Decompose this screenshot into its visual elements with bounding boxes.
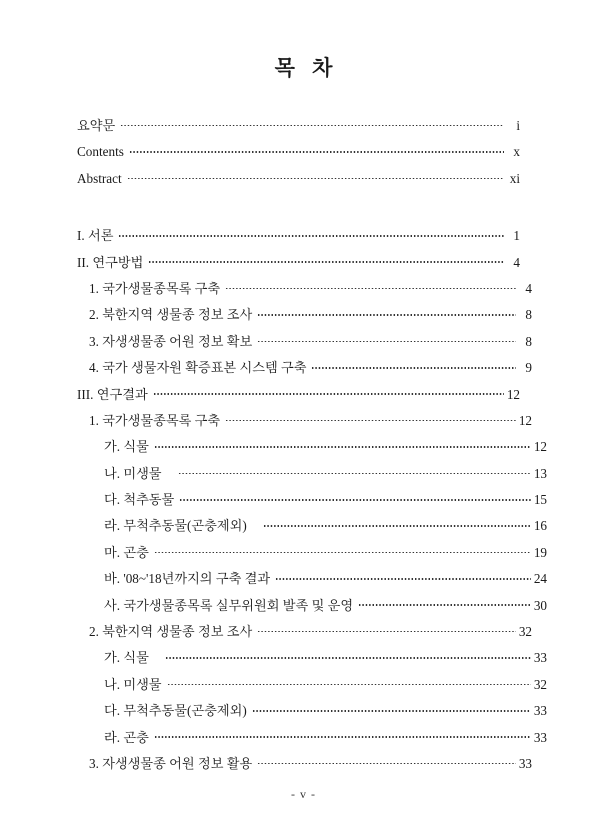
toc-entry[interactable] <box>77 461 547 487</box>
toc-entry-label: 다. 척추동물 <box>104 492 175 508</box>
toc-leader-dots <box>225 280 516 293</box>
toc-entry-label: 바. '08~'18년까지의 구축 결과 <box>104 571 271 587</box>
toc-leader-dots <box>154 438 531 451</box>
toc-entry-label: 3. 자생생물종 어원 정보 활용 <box>89 755 253 771</box>
toc-entry-label: 라. 곤충 <box>104 729 149 745</box>
contents-group <box>77 223 547 777</box>
toc-entry-page-number: 4 <box>513 254 520 270</box>
toc-leader-dots <box>179 491 531 504</box>
toc-entry[interactable] <box>77 593 547 619</box>
toc-entry-page-number: 33 <box>518 755 532 771</box>
toc-entry-label: III. 연구결과 <box>77 386 148 402</box>
toc-leader-dots <box>252 702 531 715</box>
toc-entry-label: I. 서론 <box>77 228 114 244</box>
toc-entry[interactable] <box>77 302 532 328</box>
toc-leader-dots <box>154 728 531 741</box>
toc-entry-label: 2. 북한지역 생물종 정보 조사 <box>89 307 253 323</box>
toc-entry-label: 4. 국가 생물자원 확증표본 시스템 구축 <box>89 360 307 376</box>
toc-leader-dots <box>178 465 531 478</box>
toc-entry-label: 요약문 <box>77 118 116 133</box>
toc-entry-page-number: 8 <box>525 333 532 349</box>
toc-entry-label: 가. 식물 <box>104 650 149 666</box>
toc-entry-list <box>77 113 547 777</box>
toc-leader-dots <box>129 143 504 156</box>
toc-entry-label: 가. 식물 <box>104 439 149 455</box>
toc-leader-dots <box>225 412 516 425</box>
toc-entry[interactable] <box>77 408 532 434</box>
toc-leader-dots <box>148 253 504 266</box>
toc-entry-label: 라. 무척추동물(곤충제외) <box>104 518 247 534</box>
toc-entry[interactable] <box>77 672 547 698</box>
toc-entry[interactable] <box>77 329 532 355</box>
toc-leader-dots <box>257 306 516 319</box>
toc-entry[interactable] <box>77 250 520 276</box>
toc-entry[interactable] <box>77 645 547 671</box>
toc-entry-page-number: 8 <box>525 307 532 323</box>
toc-entry[interactable] <box>77 725 547 751</box>
toc-entry[interactable] <box>77 619 532 645</box>
toc-leader-dots <box>358 596 531 609</box>
toc-entry-label: 나. 미생물 <box>104 676 162 692</box>
toc-entry[interactable] <box>77 698 547 724</box>
toc-leader-dots <box>257 755 516 768</box>
toc-entry[interactable] <box>77 382 520 408</box>
toc-entry-label: 마. 곤충 <box>104 544 149 560</box>
toc-entry[interactable] <box>77 751 532 777</box>
toc-entry-page-number: 30 <box>533 597 547 613</box>
toc-entry-page-number: 4 <box>525 280 532 296</box>
toc-entry-label: 다. 무척추동물(곤충제외) <box>104 703 247 719</box>
toc-entry[interactable] <box>77 487 547 513</box>
toc-entry[interactable] <box>77 276 532 302</box>
toc-entry-label: 1. 국가생물종목록 구축 <box>89 280 221 296</box>
toc-leader-dots <box>153 385 504 398</box>
toc-entry-page-number: 32 <box>533 676 547 692</box>
toc-entry-page-number: x <box>513 144 520 160</box>
toc-entry-page-number: 12 <box>506 386 520 402</box>
toc-entry-page-number: 12 <box>533 439 547 455</box>
toc-entry-page-number: 24 <box>533 571 547 587</box>
toc-entry-page-number: 13 <box>533 465 547 481</box>
toc-entry[interactable] <box>77 113 520 139</box>
toc-entry-label: II. 연구방법 <box>77 254 144 270</box>
toc-entry-page-number: 33 <box>533 729 547 745</box>
toc-entry-page-number: 33 <box>533 703 547 719</box>
toc-leader-dots <box>257 623 516 636</box>
toc-entry-label: Contents <box>77 144 124 160</box>
toc-entry-label: 3. 자생생물종 어원 정보 확보 <box>89 333 253 349</box>
toc-entry-page-number: 32 <box>518 624 532 640</box>
toc-entry-page-number: 19 <box>533 544 547 560</box>
toc-entry-label: 사. 국가생물종목록 실무위원회 발족 및 운영 <box>104 597 354 613</box>
toc-entry[interactable] <box>77 355 532 381</box>
toc-leader-dots <box>311 359 516 372</box>
toc-entry[interactable] <box>77 513 547 539</box>
toc-entry[interactable] <box>77 434 547 460</box>
toc-entry-page-number: 12 <box>518 412 532 428</box>
toc-leader-dots <box>167 676 531 689</box>
toc-leader-dots <box>120 117 504 130</box>
toc-leader-dots <box>257 333 516 346</box>
toc-leader-dots <box>165 649 531 662</box>
toc-entry-page-number: 9 <box>525 360 532 376</box>
toc-entry[interactable] <box>77 566 547 592</box>
toc-entry-label: 1. 국가생물종목록 구축 <box>89 412 221 428</box>
toc-entry-label: 나. 미생물 <box>104 465 162 481</box>
toc-entry-page-number: 33 <box>533 650 547 666</box>
toc-entry[interactable] <box>77 166 520 192</box>
toc-entry-page-number: 15 <box>533 492 547 508</box>
toc-entry-label: Abstract <box>77 170 122 186</box>
toc-leader-dots <box>127 170 504 183</box>
section-divider-space <box>77 192 520 223</box>
toc-leader-dots <box>275 570 531 583</box>
page-number-footer: - v - <box>291 787 316 801</box>
toc-leader-dots <box>118 227 504 240</box>
toc-entry-page-number: 16 <box>533 518 547 534</box>
toc-entry-page-number: i <box>516 118 520 133</box>
toc-entry-page-number: xi <box>509 170 520 186</box>
toc-leader-dots <box>154 544 531 557</box>
toc-entry[interactable] <box>77 139 520 165</box>
toc-entry-page-number: 1 <box>513 228 520 244</box>
toc-entry-label: 2. 북한지역 생물종 정보 조사 <box>89 624 253 640</box>
toc-entry[interactable] <box>77 223 520 249</box>
front-matter-group <box>77 113 520 192</box>
page-title: 목 차 <box>274 56 339 80</box>
toc-leader-dots <box>263 517 531 530</box>
toc-entry[interactable] <box>77 540 547 566</box>
